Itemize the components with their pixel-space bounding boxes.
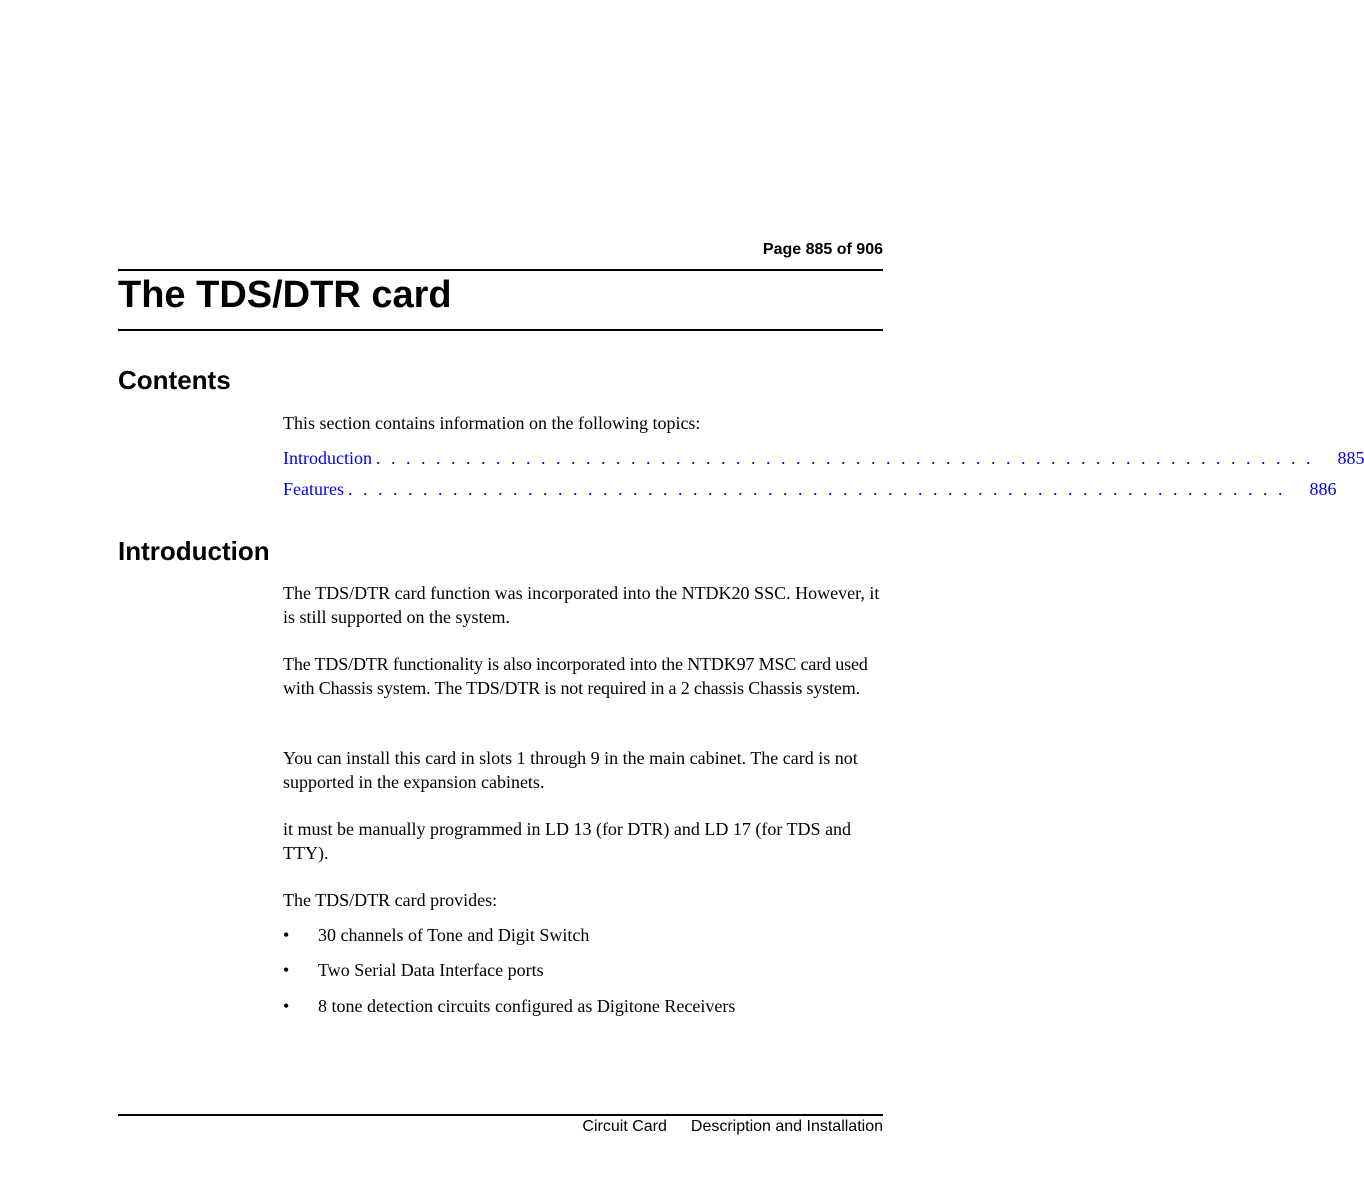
paragraph-text: The TDS/DTR card provides:: [283, 890, 498, 910]
intro-paragraph: [283, 746, 883, 794]
page-title: The TDS/DTR card: [118, 274, 452, 316]
bullet-glyph: •: [283, 996, 290, 1016]
title-bottom-rule: [118, 329, 883, 331]
intro-paragraph: [283, 888, 883, 912]
footer-right-text: Description and Installation: [690, 1118, 883, 1135]
footer-left-text: Circuit Card: [582, 1118, 667, 1135]
paragraph-text: The TDS/DTR functionality is also incorporated into the NTDK97 MSC card used with Chassis system. The TDS/DTR is not required in a 2 chassis Chassis system.: [283, 654, 868, 698]
intro-paragraph: [283, 817, 883, 865]
toc-page-number: 885: [1337, 448, 1364, 468]
paragraph-text: You can install this card in slots 1 through 9 in the main cabinet. The card is not supported in the expansion cabinets.: [283, 748, 858, 792]
list-item-text: 8 tone detection circuits configured as Digitone Receivers: [318, 996, 736, 1016]
list-item-text: Two Serial Data Interface ports: [318, 960, 544, 980]
title-top-rule: [118, 269, 883, 271]
toc-leader-dots: . . . . . . . . . . . . . . . . . . . . . . . . . . . . . . . . . . . . . . . . . . . . . . . . . . . . . . . . . . . . . . .: [375, 448, 1314, 468]
paragraph-text: The TDS/DTR card function was incorporated into the NTDK20 SSC. However, it is still supported on the system.: [283, 583, 880, 627]
intro-paragraph: [283, 652, 883, 700]
toc-leader-dots: . . . . . . . . . . . . . . . . . . . . . . . . . . . . . . . . . . . . . . . . . . . . . . . . . . . . . . . . . . . . . . .: [347, 479, 1286, 499]
toc-page-number: 886: [1309, 479, 1337, 499]
footer: [582, 1118, 883, 1136]
introduction-heading: Introduction: [118, 536, 270, 566]
paragraph-text: it must be manually programmed in LD 13 (for DTR) and LD 17 (for TDS and TTY).: [283, 819, 852, 863]
toc-label: Introduction: [283, 448, 372, 468]
page-number: Page 885 of 906: [762, 241, 883, 258]
contents-intro: This section contains information on the following topics:: [283, 413, 701, 433]
bullet-glyph: •: [283, 925, 290, 945]
list-item-text: 30 channels of Tone and Digit Switch: [318, 925, 590, 945]
contents-heading: Contents: [118, 365, 231, 395]
intro-paragraph: [283, 581, 883, 629]
bullet-glyph: •: [283, 960, 290, 980]
toc-label: Features: [283, 479, 344, 499]
toc-link-introduction[interactable]: [283, 446, 1364, 470]
toc-link-features[interactable]: [283, 477, 1337, 501]
footer-rule: [118, 1114, 883, 1116]
